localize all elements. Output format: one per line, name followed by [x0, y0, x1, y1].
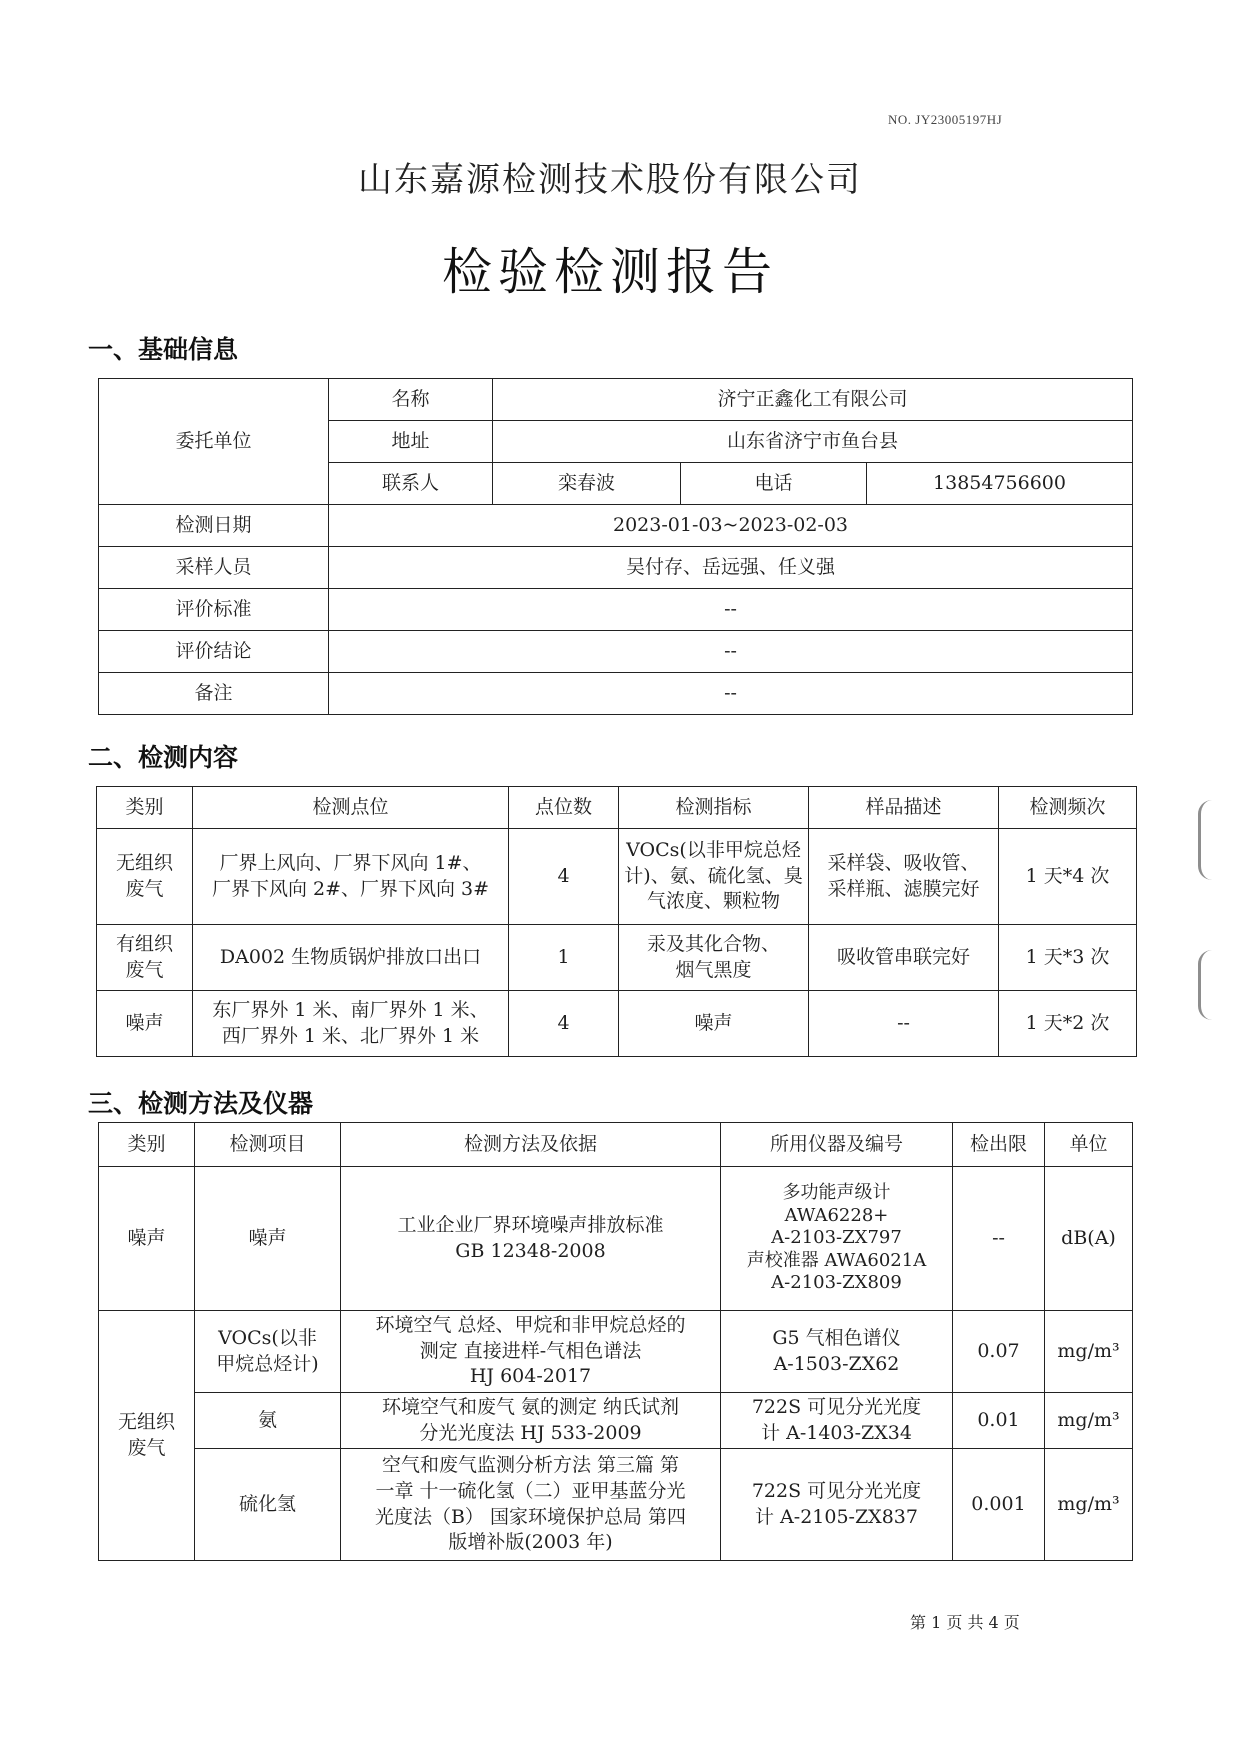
remark-label: 备注 — [99, 673, 329, 715]
table-row — [97, 991, 1137, 1057]
phone-value: 13854756600 — [867, 463, 1133, 505]
standard-label: 评价标准 — [99, 589, 329, 631]
document-title: 检验检测报告 — [442, 243, 778, 301]
item-cell: 氨 — [195, 1393, 341, 1449]
method-cell: 空气和废气监测分析方法 第三篇 第 一章 十一硫化氢（二）亚甲基蓝分光 光度法（B） 国家环境保护总局 第四 版增补版(2003 年) — [341, 1449, 721, 1561]
category-cell: 有组织 废气 — [97, 925, 193, 991]
page-number: 第 1 页 共 4 页 — [910, 1613, 1020, 1632]
unit-cell: dB(A) — [1045, 1167, 1133, 1311]
unit-cell: mg/m³ — [1045, 1449, 1133, 1561]
instrument-cell: 722S 可见分光光度 计 A-2105-ZX837 — [721, 1449, 953, 1561]
table-header-row — [99, 1123, 1133, 1167]
date-label: 检测日期 — [99, 505, 329, 547]
points-cell: DA002 生物质锅炉排放口出口 — [193, 925, 509, 991]
method-instrument-table — [98, 1122, 1133, 1561]
contact-label: 联系人 — [329, 463, 493, 505]
table-row — [99, 673, 1133, 715]
column-header: 类别 — [97, 787, 193, 829]
column-header: 检测项目 — [195, 1123, 341, 1167]
frequency-cell: 1 天*4 次 — [999, 829, 1137, 925]
points-cell: 东厂界外 1 米、南厂界外 1 米、 西厂界外 1 米、北厂界外 1 米 — [193, 991, 509, 1057]
sample-cell: 采样袋、吸收管、 采样瓶、滤膜完好 — [809, 829, 999, 925]
conclusion-value: -- — [329, 631, 1133, 673]
section-method-title: 三、检测方法及仪器 — [88, 1089, 314, 1118]
method-cell: 环境空气 总烃、甲烷和非甲烷总烃的 测定 直接进样-气相色谱法 HJ 604-2017 — [341, 1311, 721, 1393]
table-row — [99, 379, 1133, 421]
frequency-cell: 1 天*2 次 — [999, 991, 1137, 1057]
column-header: 检测方法及依据 — [341, 1123, 721, 1167]
column-header: 检测点位 — [193, 787, 509, 829]
count-cell: 4 — [509, 829, 619, 925]
sample-cell: -- — [809, 991, 999, 1057]
standard-value: -- — [329, 589, 1133, 631]
points-cell: 厂界上风向、厂界下风向 1#、 厂界下风向 2#、厂界下风向 3# — [193, 829, 509, 925]
sample-cell: 吸收管串联完好 — [809, 925, 999, 991]
frequency-cell: 1 天*3 次 — [999, 925, 1137, 991]
instrument-cell: G5 气相色谱仪 A-1503-ZX62 — [721, 1311, 953, 1393]
indicators-cell: 汞及其化合物、 烟气黑度 — [619, 925, 809, 991]
address-value: 山东省济宁市鱼台县 — [493, 421, 1133, 463]
company-name: 山东嘉源检测技术股份有限公司 — [358, 160, 862, 200]
column-header: 样品描述 — [809, 787, 999, 829]
count-cell: 1 — [509, 925, 619, 991]
basic-info-table — [98, 378, 1133, 715]
table-row — [99, 1449, 1133, 1561]
table-row — [99, 1167, 1133, 1311]
name-value: 济宁正鑫化工有限公司 — [493, 379, 1133, 421]
table-header-row — [97, 787, 1137, 829]
column-header: 检测指标 — [619, 787, 809, 829]
instrument-cell: 多功能声级计 AWA6228+ A-2103-ZX797 声校准器 AWA6021A A-2103-ZX809 — [721, 1167, 953, 1311]
count-cell: 4 — [509, 991, 619, 1057]
phone-label: 电话 — [681, 463, 867, 505]
category-cell: 噪声 — [99, 1167, 195, 1311]
column-header: 所用仪器及编号 — [721, 1123, 953, 1167]
section-basic-info-title: 一、基础信息 — [88, 335, 239, 364]
column-header: 检测频次 — [999, 787, 1137, 829]
limit-cell: -- — [953, 1167, 1045, 1311]
table-row — [99, 631, 1133, 673]
method-cell: 环境空气和废气 氨的测定 纳氏试剂 分光光度法 HJ 533-2009 — [341, 1393, 721, 1449]
table-row — [97, 829, 1137, 925]
report-number: NO. JY23005197HJ — [888, 112, 1003, 127]
table-row — [99, 505, 1133, 547]
limit-cell: 0.07 — [953, 1311, 1045, 1393]
item-cell: 硫化氢 — [195, 1449, 341, 1561]
conclusion-label: 评价结论 — [99, 631, 329, 673]
limit-cell: 0.01 — [953, 1393, 1045, 1449]
remark-value: -- — [329, 673, 1133, 715]
item-cell: 噪声 — [195, 1167, 341, 1311]
date-value: 2023-01-03~2023-02-03 — [329, 505, 1133, 547]
unit-cell: mg/m³ — [1045, 1311, 1133, 1393]
indicators-cell: VOCs(以非甲烷总烃 计)、氨、硫化氢、臭 气浓度、颗粒物 — [619, 829, 809, 925]
section-content-title: 二、检测内容 — [88, 743, 239, 772]
category-cell: 无组织 废气 — [99, 1311, 195, 1561]
method-cell: 工业企业厂界环境噪声排放标准 GB 12348-2008 — [341, 1167, 721, 1311]
sampler-label: 采样人员 — [99, 547, 329, 589]
detection-content-table — [96, 786, 1137, 1057]
table-row — [99, 1393, 1133, 1449]
name-label: 名称 — [329, 379, 493, 421]
sampler-value: 吴付存、岳远强、任义强 — [329, 547, 1133, 589]
category-cell: 噪声 — [97, 991, 193, 1057]
unit-cell: mg/m³ — [1045, 1393, 1133, 1449]
category-cell: 无组织 废气 — [97, 829, 193, 925]
table-row — [99, 1311, 1133, 1393]
table-row — [97, 925, 1137, 991]
seal-stamp-fragment — [1198, 800, 1227, 880]
seal-stamp-fragment — [1198, 950, 1227, 1020]
limit-cell: 0.001 — [953, 1449, 1045, 1561]
instrument-cell: 722S 可见分光光度 计 A-1403-ZX34 — [721, 1393, 953, 1449]
column-header: 点位数 — [509, 787, 619, 829]
address-label: 地址 — [329, 421, 493, 463]
column-header: 类别 — [99, 1123, 195, 1167]
item-cell: VOCs(以非 甲烷总烃计) — [195, 1311, 341, 1393]
column-header: 检出限 — [953, 1123, 1045, 1167]
table-row — [99, 589, 1133, 631]
column-header: 单位 — [1045, 1123, 1133, 1167]
contact-value: 栾春波 — [493, 463, 681, 505]
indicators-cell: 噪声 — [619, 991, 809, 1057]
client-label: 委托单位 — [99, 379, 329, 505]
table-row — [99, 547, 1133, 589]
